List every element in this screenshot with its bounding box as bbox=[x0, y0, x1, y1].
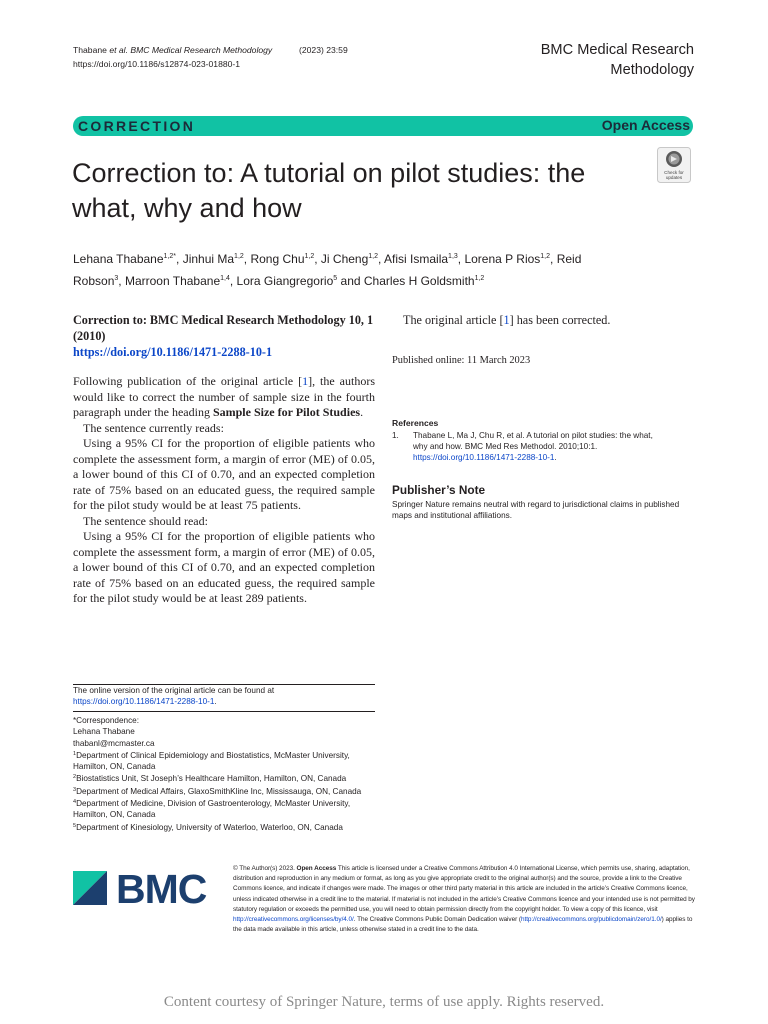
author-name: Lora Giangregorio bbox=[236, 274, 334, 288]
correspondence-block: *Correspondence: Lehana Thabane thabanl@mcmaster.ca $^1$Department of Clinical Epidemiology and Biostatistics, McMaster University, Hamilton, ON, Canada $^2$Biostatistics Unit, St Joseph’s Healthcare Hamilton, Hamilton, ON, Canada $^3$Department of Medical Affairs, GlaxoSmithKline Inc, Mississauga, ON, Canada $^4$Department of Medicine, Division of Gastroenterology, McMaster University, Hamilton, ON, Canada $^5$Department of Kinesiology, University of Waterloo, Waterloo, ON, Canada bbox=[73, 715, 375, 833]
original-article-doi-link[interactable]: https://doi.org/10.1186/1471-2288-10-1 bbox=[73, 345, 273, 359]
author-name: Ji Cheng bbox=[320, 252, 369, 266]
author-affiliation-marker: 1,2 bbox=[368, 253, 379, 260]
current-sentence: Using a 95% CI for the proportion of eligible patients who complete the assessment form, a margin of error (ME) of 0.05, a lower bound of this CI of 0.70, and an expected completion rate of 75% based on an educated guess, the required sample for the pilot study would be at least 75 patients. bbox=[73, 436, 375, 512]
affiliation-list bbox=[73, 749, 375, 833]
author-separator: , bbox=[314, 252, 321, 266]
author-separator: and bbox=[337, 274, 364, 288]
publishers-note-heading: Publisher’s Note bbox=[392, 483, 486, 497]
author-name: Reid Robson bbox=[73, 252, 582, 288]
affiliation-number: 2 bbox=[73, 774, 77, 781]
author-separator: , bbox=[229, 274, 237, 288]
affiliation-item bbox=[73, 821, 375, 833]
author-affiliation-marker: 1,2 bbox=[540, 253, 551, 260]
author-name: Lehana Thabane bbox=[73, 252, 164, 266]
running-header bbox=[73, 43, 348, 71]
affiliation-item bbox=[73, 785, 375, 797]
footnote-rule-2 bbox=[73, 711, 375, 712]
courtesy-footer: Content courtesy of Springer Nature, terms of use apply. Rights reserved. bbox=[163, 994, 605, 1010]
author-name: Jinhui Ma bbox=[182, 252, 235, 266]
author-separator: , bbox=[550, 252, 557, 266]
svg-text:Check for: Check for bbox=[664, 170, 684, 175]
author-affiliation-marker: 5 bbox=[333, 275, 338, 282]
bmc-logo-icon bbox=[73, 871, 107, 905]
author-affiliation-marker: 1,2 bbox=[474, 275, 485, 282]
svg-text:BMC: BMC bbox=[116, 867, 207, 907]
author-affiliation-marker: 1,2 bbox=[234, 253, 244, 260]
journal-italic: et al. BMC Medical Research Methodology bbox=[109, 45, 273, 55]
author-separator: , bbox=[243, 252, 251, 266]
affiliation-number: 3 bbox=[73, 786, 77, 793]
open-access-label: Open Access bbox=[601, 117, 690, 133]
author-separator: , bbox=[378, 252, 385, 266]
author-affiliation-marker: 1,2* bbox=[163, 253, 177, 260]
reference-doi-link[interactable]: https://doi.org/10.1186/1471-2288-10-1 bbox=[413, 453, 555, 463]
affiliation-text: Department of Kinesiology, University of Waterloo, Waterloo, ON, Canada bbox=[76, 822, 343, 832]
affiliation-item bbox=[73, 749, 375, 773]
ref-1-link-2[interactable]: 1 bbox=[503, 313, 510, 327]
ref-1-link[interactable]: 1 bbox=[302, 374, 309, 388]
references-heading: References bbox=[392, 418, 439, 428]
citation-line bbox=[73, 43, 348, 57]
affiliation-text: Department of Clinical Epidemiology and Biostatistics, McMaster University, Hamilton, ON, Canada bbox=[73, 750, 350, 772]
author-short: Thabane bbox=[73, 45, 110, 55]
year-volume: (2023) 23:59 bbox=[299, 45, 348, 55]
article-title: Correction to: A tutorial on pilot studies: the what, why and how bbox=[72, 158, 586, 223]
svg-text:updates: updates bbox=[665, 175, 683, 180]
online-version-note: The online version of the original article can be found at https://doi.org/10.1186/1471-2288-10-1. bbox=[73, 686, 275, 707]
affiliation-text: Biostatistics Unit, St Joseph’s Healthcare Hamilton, Hamilton, ON, Canada bbox=[76, 774, 347, 784]
currently-reads: The sentence currently reads: bbox=[83, 420, 224, 435]
check-for-updates-badge[interactable] bbox=[657, 147, 691, 183]
online-version-link[interactable]: https://doi.org/10.1186/1471-2288-10-1 bbox=[73, 697, 215, 707]
license-statement: © The Author(s) 2023. Open Access This article is licensed under a Creative Commons Attribution 4.0 International License, which permits use, sharing, adaptation, distribution and reproduction in any medium or format, as long as you give appropriate credit to the original author(s) and the source, provide a link to the Creative Commons licence, and indicate if changes were made. The images or other third party material in this article are included in the article’s Creative Commons licence, unless indicated otherwise in a credit line to the material. If material is not included in the article’s Creative Commons licence and your intended use is not permitted by statutory regulation or exceeds the permitted use, you will need to obtain permission directly from the copyright holder. To view a copy of this licence, visit http://creativecommons.org/licenses/by/4.0/. The Creative Commons Public Domain Dedication waiver (http://creativecommons.org/publicdomain/zero/1.0/) applies to the data made available in this article, unless otherwise stated in a credit line to the data. bbox=[233, 865, 695, 934]
bmc-logo bbox=[73, 867, 213, 907]
correction-heading: Correction to: BMC Medical Research Methodology 10, 1 (2010) https://doi.org/10.1186/1471-2288-10-1 bbox=[73, 313, 374, 359]
journal-name: BMC Medical Research Methodology bbox=[540, 42, 694, 78]
author-name: Marroon Thabane bbox=[124, 274, 221, 288]
author-name: Lorena P Rios bbox=[464, 252, 541, 266]
author-name: Charles H Goldsmith bbox=[363, 274, 475, 288]
author-name: Afisi Ismaila bbox=[384, 252, 449, 266]
reference-number: 1. bbox=[392, 431, 399, 440]
correspondence-email[interactable]: thabanl@mcmaster.ca bbox=[73, 738, 155, 748]
author-list bbox=[73, 247, 633, 291]
affiliation-number: 1 bbox=[73, 750, 77, 757]
corrected-sentence: Using a 95% CI for the proportion of eligible patients who complete the assessment form, a margin of error (ME) of 0.05, a lower bound of this CI of 0.70, and an expected completion rate of 75% based on an educated guess, the required sample for the pilot study would be at least 289 patients. bbox=[73, 529, 375, 605]
author-affiliation-marker: 1,2 bbox=[304, 253, 315, 260]
cc-by-link[interactable]: http://creativecommons.org/licenses/by/4.0/ bbox=[233, 916, 354, 924]
author-affiliation-marker: 3 bbox=[114, 275, 119, 282]
reference-item: Thabane L, Ma J, Chu R, et al. A tutorial on pilot studies: the what, why and how. BMC Med Res Methodol. 2010;10:1. https://doi.org/10.1186/1471-2288-10-1. bbox=[413, 431, 653, 463]
corrected-statement: The original article [1] has been corrected. bbox=[403, 313, 611, 327]
intro-paragraph: Following publication of the original article [1], the authors would like to correct the number of sample size in the fourth paragraph under the heading Sample Size for Pilot Studies. bbox=[73, 374, 375, 419]
should-read: The sentence should read: bbox=[83, 513, 208, 528]
affiliation-number: 4 bbox=[73, 799, 77, 806]
correction-body bbox=[73, 374, 375, 607]
author-affiliation-marker: 1,4 bbox=[220, 275, 230, 282]
author-separator: , bbox=[176, 252, 183, 266]
check-for-updates-icon bbox=[657, 147, 691, 183]
affiliation-text: Department of Medical Affairs, GlaxoSmithKline Inc, Mississauga, ON, Canada bbox=[76, 786, 362, 796]
article-doi-link[interactable]: https://doi.org/10.1186/s12874-023-01880-1 bbox=[73, 59, 241, 69]
affiliation-item bbox=[73, 772, 375, 784]
affiliation-item bbox=[73, 797, 375, 821]
affiliation-text: Department of Medicine, Division of Gastroenterology, McMaster University, Hamilton, ON, Canada bbox=[73, 799, 351, 820]
author-name: Rong Chu bbox=[250, 252, 305, 266]
author-affiliation-marker: 1,3 bbox=[448, 253, 458, 260]
affiliation-number: 5 bbox=[73, 822, 77, 829]
cc-zero-link[interactable]: http://creativecommons.org/publicdomain/zero/1.0/ bbox=[520, 916, 662, 924]
publishers-note-text: Springer Nature remains neutral with regard to jurisdictional claims in published maps and institutional affiliations. bbox=[392, 500, 680, 521]
author-separator: , bbox=[118, 274, 125, 288]
author-separator: , bbox=[457, 252, 465, 266]
published-date: Published online: 11 March 2023 bbox=[392, 355, 531, 366]
article-type-label: CORRECTION bbox=[78, 118, 196, 134]
